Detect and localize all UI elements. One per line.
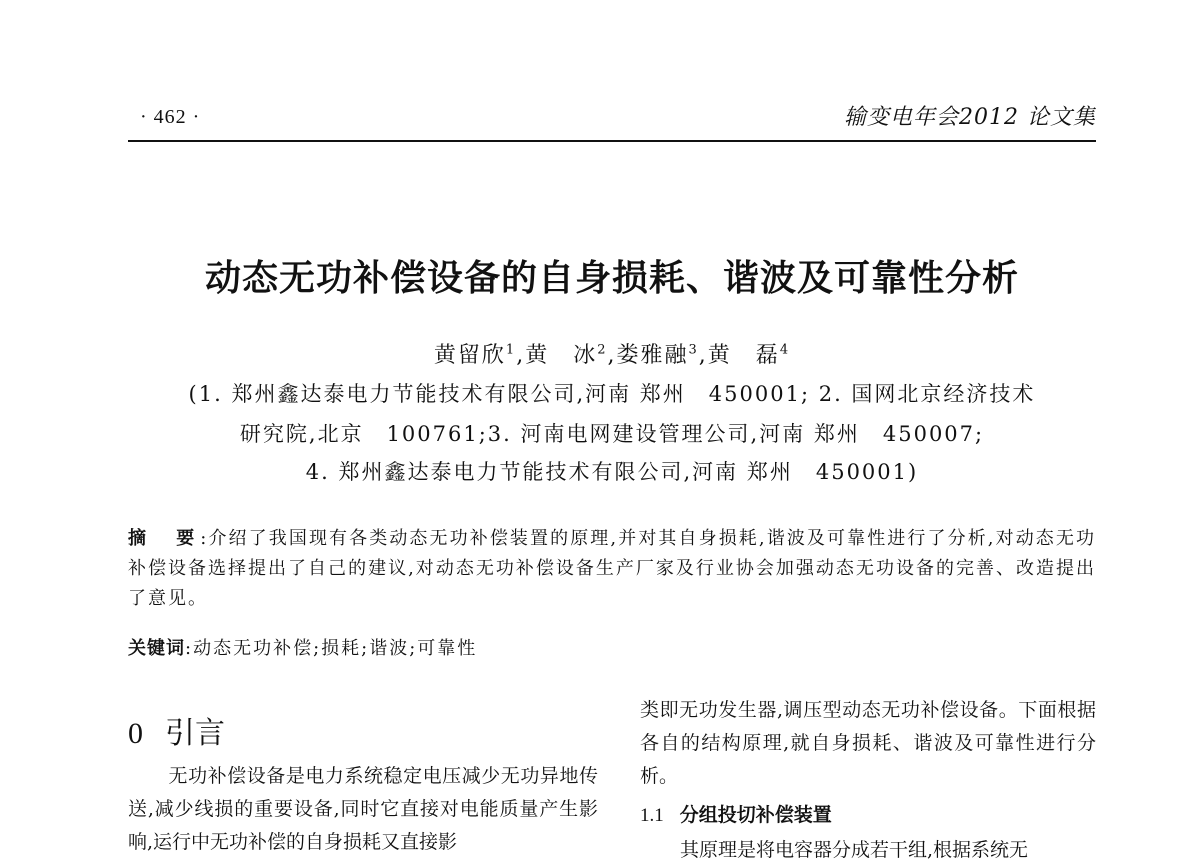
author-affil-mark: 3 xyxy=(688,342,699,358)
left-column-text xyxy=(128,760,598,859)
author-name: 黄 冰 xyxy=(525,343,598,368)
abstract-label: 摘 要 xyxy=(128,528,201,549)
author-affil-mark: 1 xyxy=(505,342,517,358)
subsection-title: 分组投切补偿装置 xyxy=(679,804,832,826)
right-paragraph: 类即无功发生器,调压型动态无功补偿设备。下面根据各自的结构原理,就自身损耗、谐波及可靠性进行分析。 xyxy=(640,699,1096,787)
keywords-text: :动态无功补偿;损耗;谐波;可靠性 xyxy=(185,638,478,659)
author-affil-mark: 2 xyxy=(597,342,608,358)
affiliation-line: 4. 郑州鑫达泰电力节能技术有限公司,河南 郑州 450001) xyxy=(305,460,919,484)
affiliation-line: 研究院,北京 100761;3. 河南电网建设管理公司,河南 郑州 450007; xyxy=(239,422,985,446)
abstract xyxy=(128,524,1096,614)
subsection-paragraph: 其原理是将电容器分成若干组,根据系统无 xyxy=(680,839,1029,861)
author-name: 娄雅融 xyxy=(616,343,689,368)
affiliation-line: (1. 郑州鑫达泰电力节能技术有限公司,河南 郑州 450001; 2. 国网北京经济技术 xyxy=(188,382,1036,406)
header-divider xyxy=(128,140,1096,142)
paper-title: 动态无功补偿设备的自身损耗、谐波及可靠性分析 xyxy=(204,258,1019,299)
right-column-text-2 xyxy=(640,834,1096,867)
author-name: 黄 磊 xyxy=(707,343,780,368)
journal-title: 输变电年会2012 论文集 xyxy=(844,105,1096,130)
author-affil-mark: 4 xyxy=(779,342,791,358)
right-column-text xyxy=(640,694,1096,793)
intro-paragraph: 无功补偿设备是电力系统稳定电压减少无功异地传送,减少线损的重要设备,同时它直接对电能质量产生影响,运行中无功补偿的自身损耗又直接影 xyxy=(128,765,598,853)
author-list: 黄留欣$^1$,黄 冰$^2$,娄雅融$^3$,黄 磊$^4$ xyxy=(433,342,791,368)
abstract-text: :介绍了我国现有各类动态无功补偿装置的原理,并对其自身损耗,谐波及可靠性进行了分析,对动态无功补偿设备选择提出了自己的建议,对动态无功补偿设备生产厂家及行业协会加强动态无功设备的完善、改造提出了意见。 xyxy=(128,528,1096,609)
keywords xyxy=(128,634,1096,660)
subsection-number: 1.1 xyxy=(640,805,664,826)
section-title: 引言 xyxy=(165,716,225,751)
page-number: · 462 · xyxy=(140,106,201,128)
author-name: 黄留欣 xyxy=(433,343,506,368)
section-number: 0 xyxy=(128,717,143,750)
subsection-heading xyxy=(640,800,832,827)
keywords-label: 关键词 xyxy=(128,638,185,659)
section-heading-intro xyxy=(128,708,225,752)
